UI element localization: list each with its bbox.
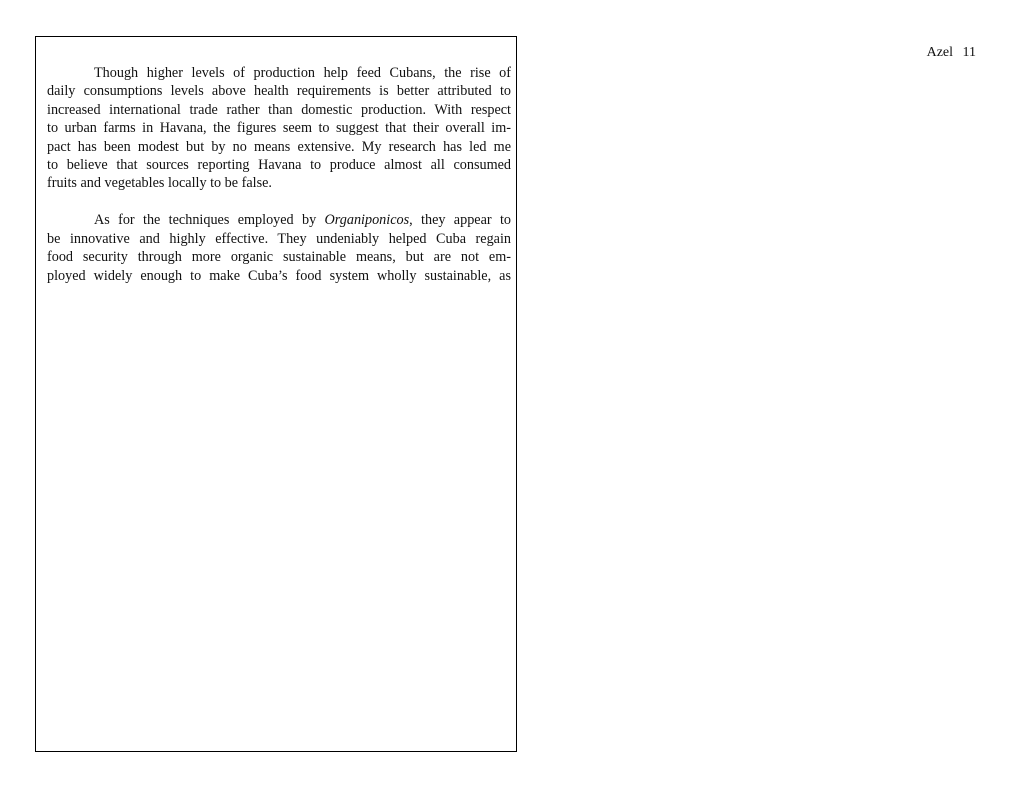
- body-text: [47, 64, 511, 285]
- paragraph-2-line-1: [47, 211, 511, 229]
- paragraph-1-line-7: fruits and vegetables locally to be false.: [47, 175, 272, 192]
- paragraph-gap: [47, 193, 511, 212]
- page-number: 11: [962, 45, 976, 60]
- paragraph-2-line-3: food security through more organic sustainable means, but are not em-: [47, 249, 511, 266]
- paragraph-2-line-4: ployed widely enough to make Cuba’s food system wholly sustainable, as: [47, 267, 511, 284]
- paragraph-1-line-4: to urban farms in Havana, the figures seem to suggest that their overall im-: [47, 120, 511, 137]
- paragraph-1-line-5: pact has been modest but by no means extensive. My research has led me: [47, 138, 511, 155]
- organiponicos-term: Organiponicos: [324, 212, 410, 229]
- paragraph-1-line-2: daily consumptions levels above health requirements is better attributed to: [47, 83, 511, 100]
- paragraph-2-line-1-end: , they appear to: [409, 212, 511, 229]
- paragraph-1-line-6: to believe that sources reporting Havana to produce almost all consumed: [47, 157, 511, 174]
- paragraph-2-line-1-start: As for the techniques employed by: [94, 212, 325, 229]
- paragraph-1-line-3: increased international trade rather than domestic production. With respect: [47, 101, 511, 118]
- paragraph-1-line-1: Though higher levels of production help feed Cubans, the rise of: [94, 65, 511, 81]
- running-head: [927, 45, 976, 61]
- paragraph-2-line-2: be innovative and highly effective. They undeniably helped Cuba regain: [47, 230, 511, 247]
- author-name: Azel: [926, 45, 954, 60]
